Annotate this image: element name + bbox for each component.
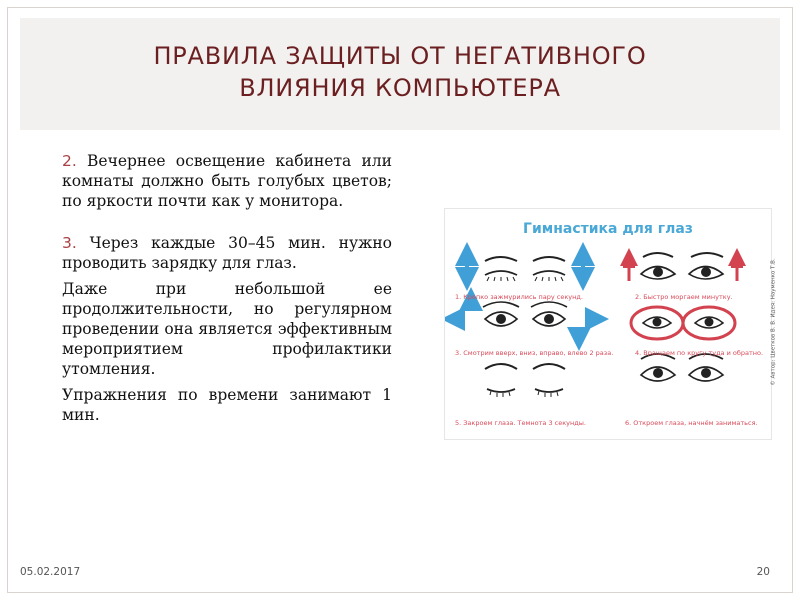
eye-exercises-illustration xyxy=(445,209,771,439)
exercise-2-blinking-eyes xyxy=(623,253,743,281)
item-2 xyxy=(62,151,392,211)
caption-6: 6. Откроем глаза, начнём заниматься. xyxy=(625,419,758,427)
caption-3: 3. Смотрим вверх, вниз, вправо, влево 2 раза. xyxy=(455,349,614,357)
slide-date: 05.02.2017 xyxy=(20,566,81,578)
paragraph-duration: Даже при небольшой ее продолжительности, но регулярном проведении она является эффективным мероприятием профилактики утомления. xyxy=(62,280,392,378)
figure-title: Гимнастика для глаз xyxy=(523,221,693,237)
item-2-number: 2. xyxy=(62,152,77,170)
item-3-text: Через каждые 30–45 мин. нужно проводить зарядку для глаз. xyxy=(62,234,392,272)
slide-title xyxy=(20,40,780,104)
caption-4: 4. Вращаем по кругу туда и обратно. xyxy=(635,349,764,357)
exercise-3-look-directions xyxy=(453,299,597,339)
title-line-1: ПРАВИЛА ЗАЩИТЫ ОТ НЕГАТИВНОГО xyxy=(153,42,647,70)
exercise-6-open-eyes xyxy=(641,354,723,381)
title-line-2: ВЛИЯНИЯ КОМПЬЮТЕРА xyxy=(239,74,561,102)
exercise-5-close-eyes xyxy=(485,364,565,397)
caption-5: 5. Закроем глаза. Темнота 3 секунды. xyxy=(455,419,586,427)
paragraph-time: Упражнения по времени занимают 1 мин. xyxy=(62,386,392,424)
figure-credit: © Автор: Цветков В. В. Идея: Науменко Т.В. xyxy=(770,258,777,386)
caption-2: 2. Быстро моргаем минутку. xyxy=(635,293,733,301)
caption-1: 1. Крепко зажмурились пару секунд. xyxy=(455,293,583,301)
exercise-4-rotate-eyes xyxy=(631,307,735,339)
item-3 xyxy=(62,233,392,273)
exercise-1-closed-eyes xyxy=(467,254,583,281)
body-text xyxy=(62,151,392,425)
slide-number: 20 xyxy=(756,566,770,578)
item-3-number: 3. xyxy=(62,234,77,252)
eye-gymnastics-figure xyxy=(444,208,777,440)
item-2-text: Вечернее освещение кабинета или комнаты должно быть голубых цветов; по яркости почти как у монитора. xyxy=(62,152,392,210)
